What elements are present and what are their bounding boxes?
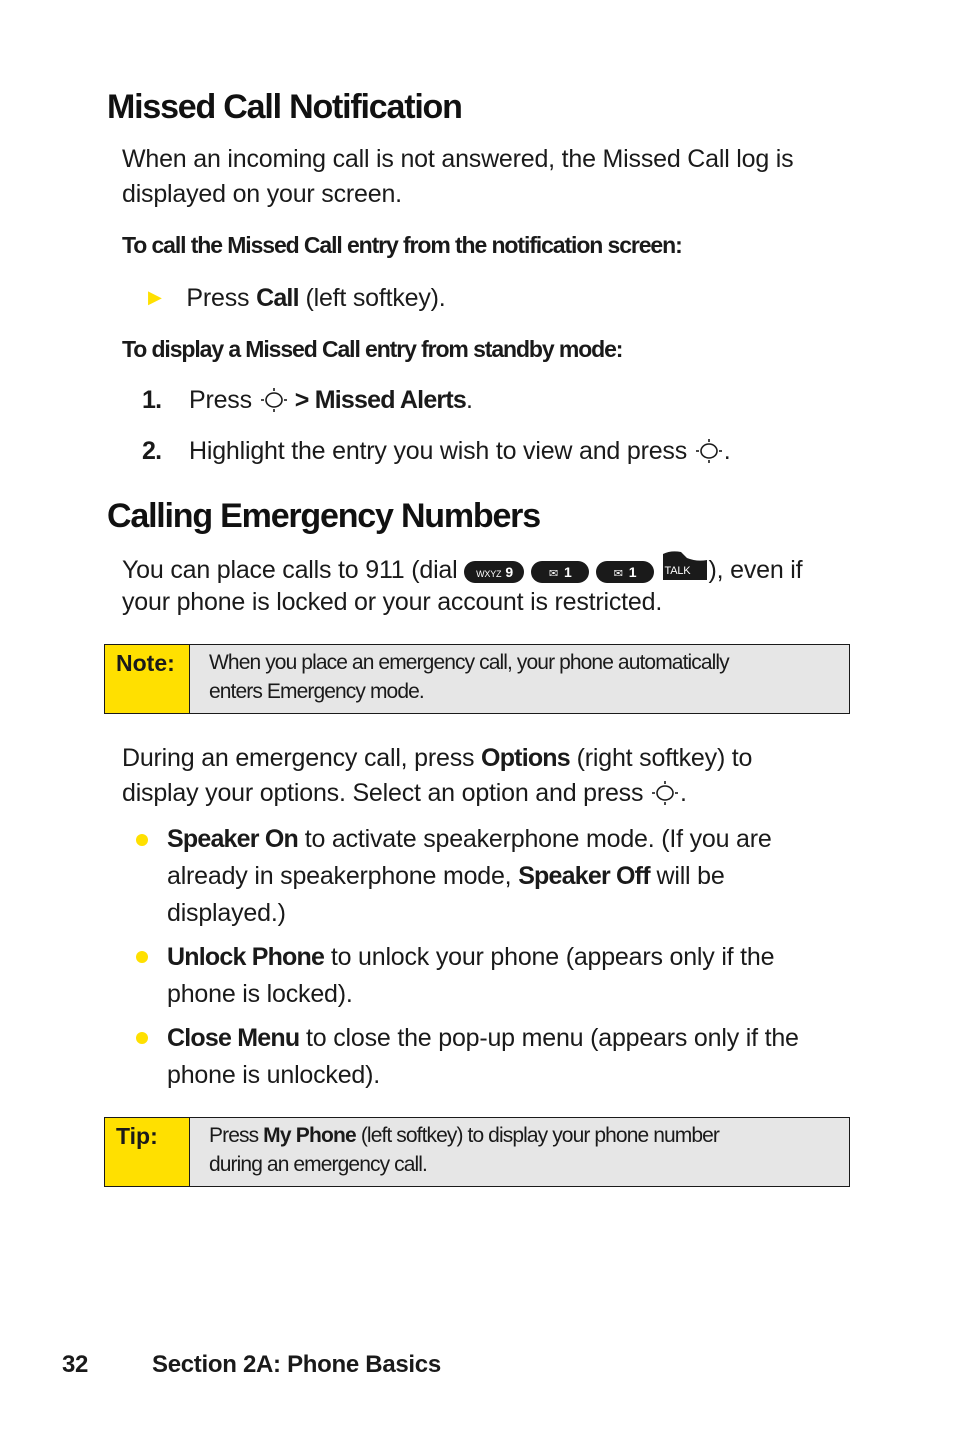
numbered-step-2 <box>142 434 161 469</box>
key-9-icon <box>464 561 524 583</box>
separator: > <box>288 386 315 414</box>
tip-text: (left softkey) to display your phone number <box>355 1124 720 1147</box>
bullet-icon <box>136 834 148 846</box>
my-phone-label: My Phone <box>263 1124 356 1147</box>
close-menu-label: Close Menu <box>167 1024 300 1052</box>
key-letters: WXYZ <box>476 569 502 579</box>
speaker-off-label: Speaker Off <box>518 862 650 890</box>
subhead-standby: To display a Missed Call entry from standby mode: <box>122 336 623 362</box>
footer-section: Section 2A: Phone Basics <box>152 1351 441 1378</box>
note-content <box>209 648 839 706</box>
key-1-icon <box>531 561 589 583</box>
options-softkey-label: Options <box>481 744 570 772</box>
key-letters: ✉ <box>548 568 559 580</box>
key-1-icon <box>596 561 654 583</box>
unlock-phone-label: Unlock Phone <box>167 943 325 971</box>
note-line: enters Emergency mode. <box>209 680 424 703</box>
tip-text: Press <box>209 1124 264 1147</box>
step-1-text <box>189 383 473 418</box>
numbered-step-1 <box>142 383 161 418</box>
tip-line: during an emergency call. <box>209 1153 427 1176</box>
options-text: display your options. Select an option and press <box>122 779 651 807</box>
bullet-close-menu <box>167 1020 799 1094</box>
note-box <box>104 644 850 714</box>
tip-content <box>209 1121 839 1179</box>
speaker-on-label: Speaker On <box>167 825 298 853</box>
missed-alerts-label: Missed Alerts <box>314 386 466 414</box>
tip-box <box>104 1117 850 1187</box>
bullet-unlock-phone <box>167 939 774 1013</box>
bullet-icon <box>136 1032 148 1044</box>
tip-label: Tip: <box>105 1118 190 1186</box>
nav-key-icon <box>259 387 289 413</box>
page-number: 32 <box>62 1351 89 1378</box>
step-text: Highlight the entry you wish to view and press <box>189 437 694 465</box>
step-text: . <box>723 437 731 465</box>
step-2-text <box>189 434 731 469</box>
key-digit: 1 <box>628 564 636 580</box>
key-letters: ✉ <box>613 568 623 580</box>
section-title-missed-call: Missed Call Notification <box>107 88 462 126</box>
step-number: 2. <box>142 437 162 465</box>
intro-line: When an incoming call is not answered, the Missed Call log is <box>122 145 794 173</box>
bullet-icon <box>136 951 148 963</box>
emergency-intro-line2: your phone is locked or your account is restricted. <box>122 588 663 616</box>
bullet-text: phone is unlocked). <box>167 1061 381 1089</box>
talk-key-icon <box>661 550 709 582</box>
bullet-text: to activate speakerphone mode. (If you are <box>297 825 772 853</box>
intro-text: ), even if <box>708 556 803 584</box>
bullet-text: to close the pop-up menu (appears only if the <box>299 1024 799 1052</box>
note-label: Note: <box>105 645 190 713</box>
key-digit: 9 <box>505 564 513 580</box>
options-text: . <box>680 779 687 807</box>
intro-line: displayed on your screen. <box>122 180 402 208</box>
section-title-emergency: Calling Emergency Numbers <box>107 497 540 535</box>
step-text: . <box>465 386 473 414</box>
bullet-text: will be <box>649 862 725 890</box>
step-text: (left softkey). <box>298 284 446 312</box>
step-text: Press <box>186 284 257 312</box>
emergency-intro <box>122 550 802 588</box>
options-text: (right softkey) to <box>569 744 753 772</box>
subhead-call-missed: To call the Missed Call entry from the notification screen: <box>122 232 682 258</box>
call-softkey-label: Call <box>256 284 299 312</box>
options-text: During an emergency call, press <box>122 744 482 772</box>
nav-key-icon <box>694 438 724 464</box>
options-paragraph <box>122 741 752 811</box>
nav-key-icon <box>650 780 680 806</box>
step-text: Press <box>189 386 259 414</box>
bullet-text: displayed.) <box>167 899 286 927</box>
bullet-text: to unlock your phone (appears only if the <box>324 943 775 971</box>
arrow-step <box>148 281 446 318</box>
arrow-bullet-icon: ▶ <box>148 287 162 307</box>
bullet-text: already in speakerphone mode, <box>167 862 519 890</box>
talk-label: TALK <box>664 565 691 577</box>
note-line: When you place an emergency call, your phone automatically <box>209 651 729 674</box>
intro-text: You can place calls to 911 (dial <box>122 556 465 584</box>
key-digit: 1 <box>564 564 572 580</box>
bullet-text: phone is locked). <box>167 980 353 1008</box>
intro-paragraph <box>122 142 793 212</box>
step-number: 1. <box>142 386 162 414</box>
bullet-speaker-on <box>167 821 772 932</box>
